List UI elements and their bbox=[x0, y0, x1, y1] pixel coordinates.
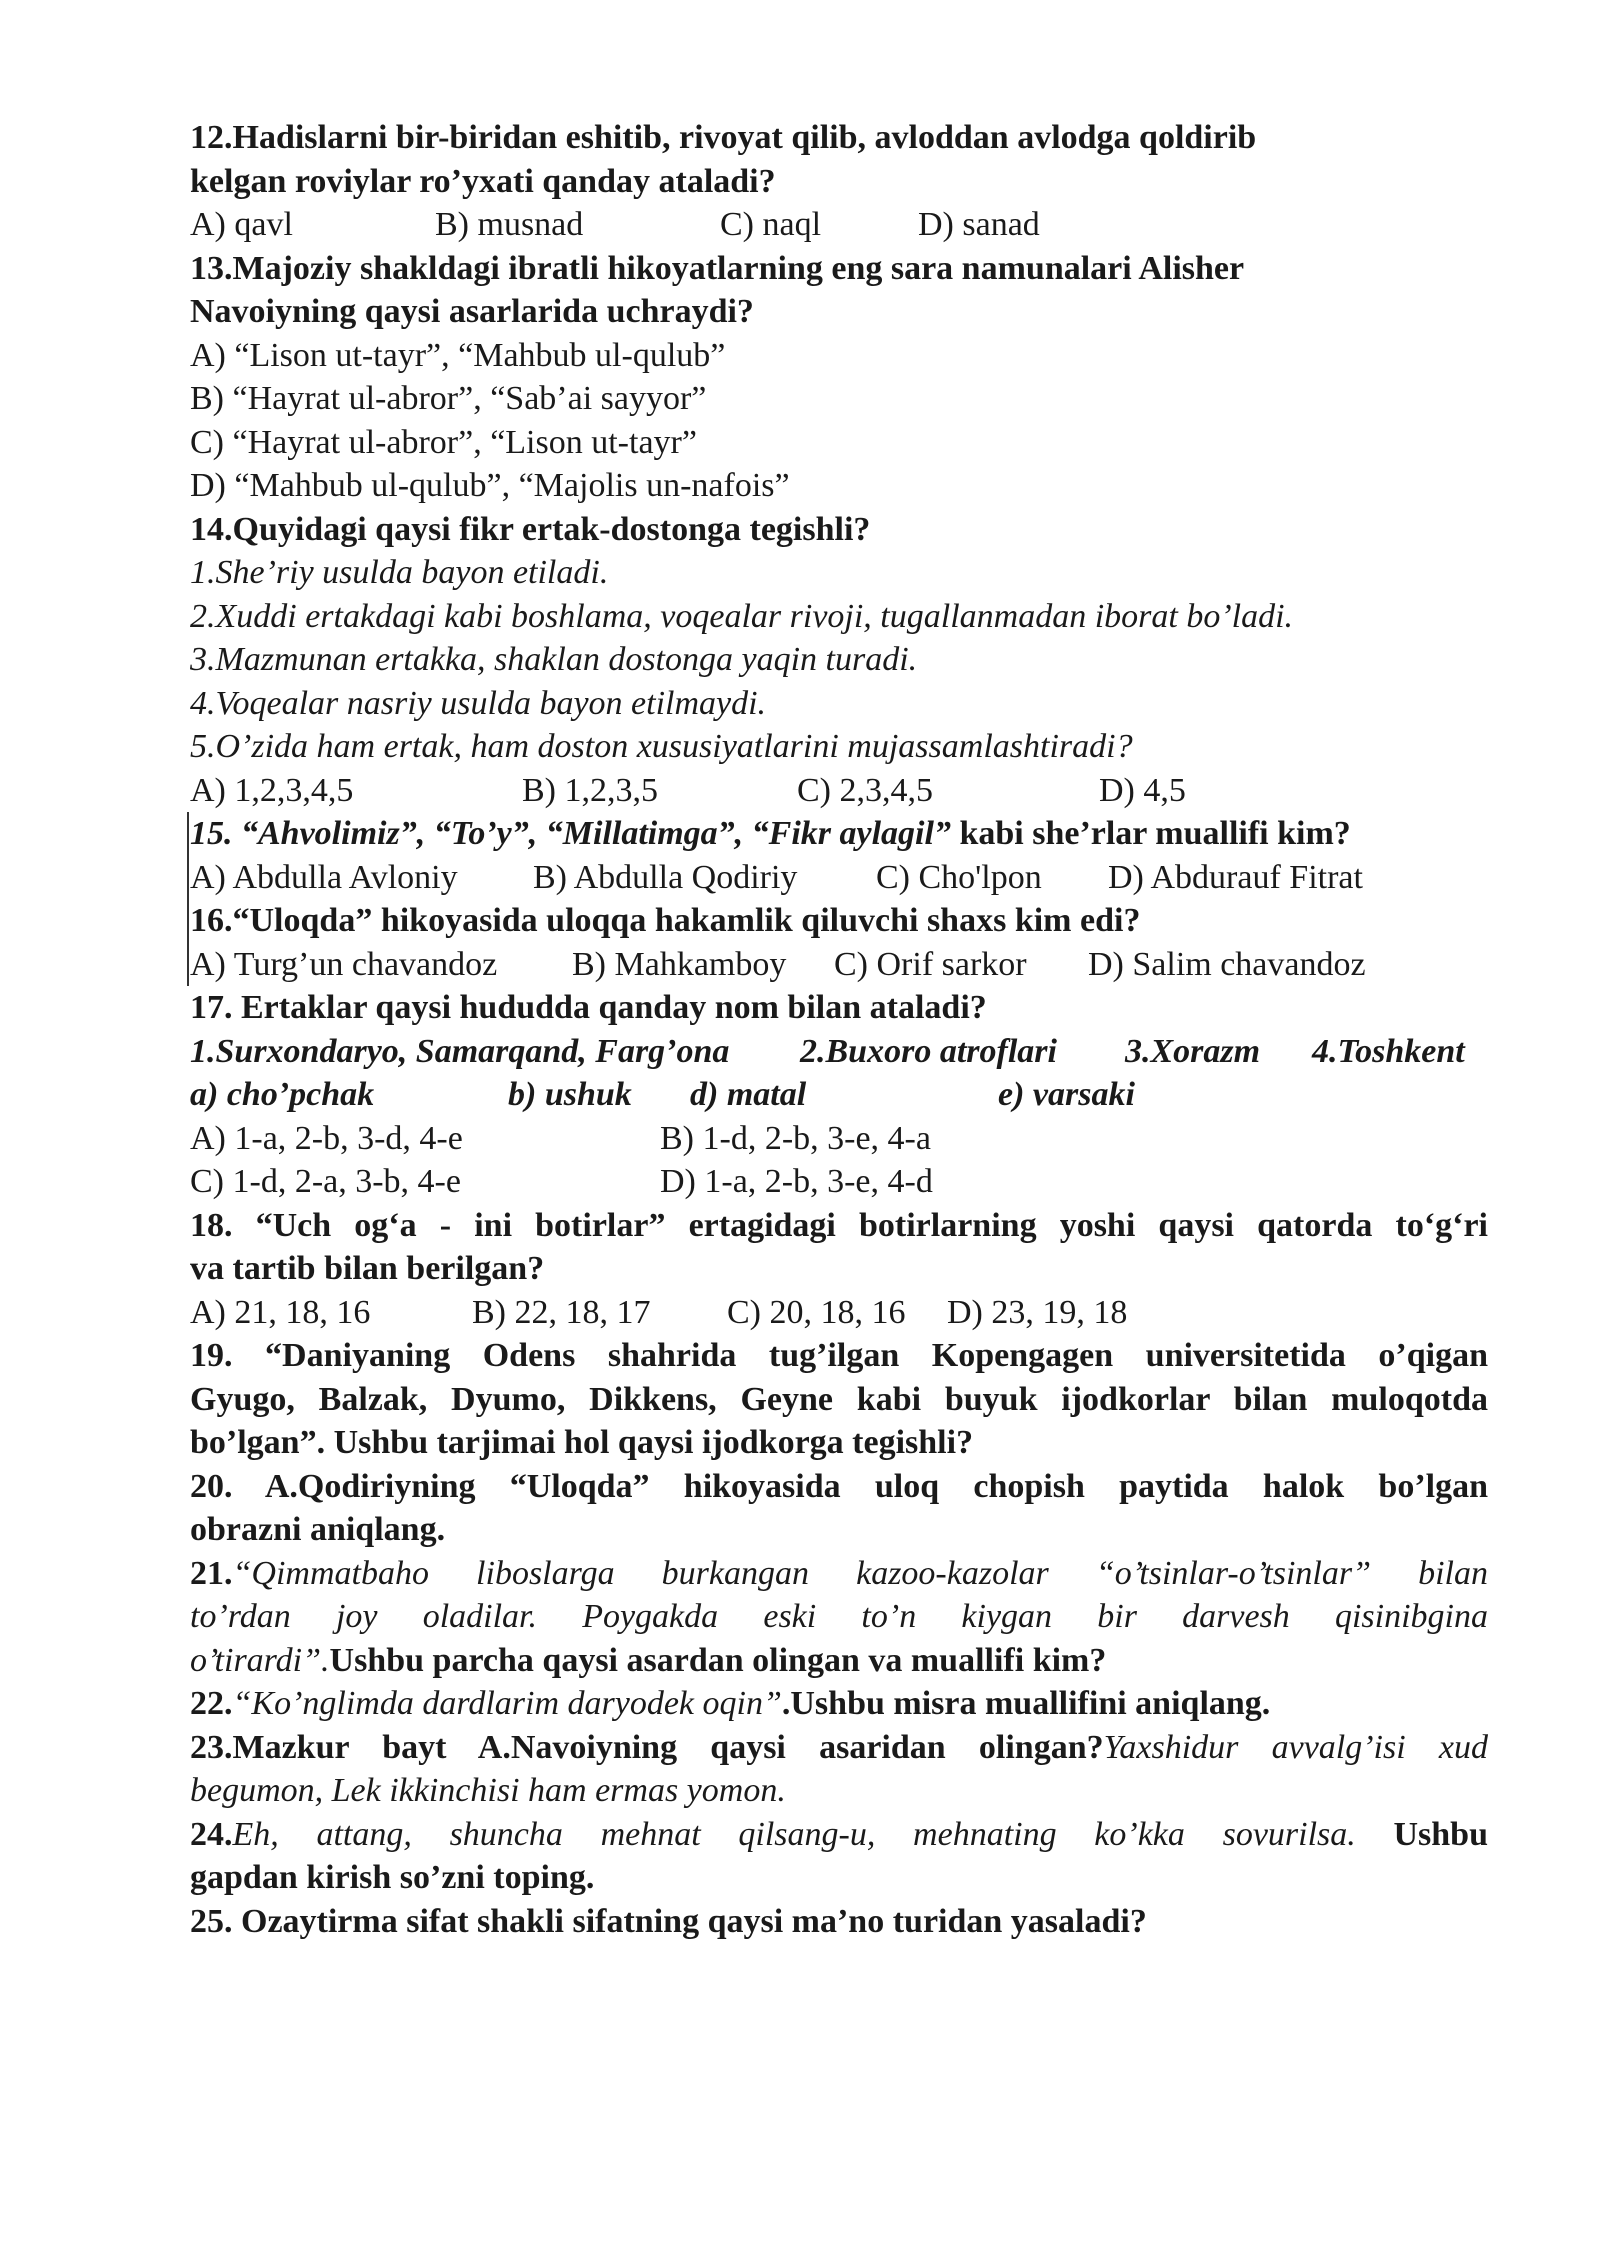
q21-quote-2: to’rdan joy oladilar. Poygakda eski to’n kiygan bir darvesh qisinibgina bbox=[190, 1598, 1488, 1635]
q18-line2: va tartib bilan berilgan? bbox=[190, 1250, 545, 1287]
q17-region-4: 4.Toshkent bbox=[1312, 1032, 1465, 1070]
q24-number: 24. bbox=[190, 1815, 233, 1853]
q13-option-a: A) “Lison ut-tayr”, “Mahbub ul-qulub” bbox=[190, 336, 726, 374]
q17-name-a: a) cho’pchak bbox=[190, 1076, 375, 1113]
q12-line2: kelgan roviylar ro’yxati qanday ataladi? bbox=[190, 162, 776, 200]
q15-options bbox=[187, 856, 1488, 900]
q19-line2: Gyugo, Balzak, Dyumo, Dikkens, Geyne kabi buyuk ijodkorlar bilan muloqotda bbox=[190, 1380, 1488, 1418]
q23-quote-2: begumon, Lek ikkinchisi ham ermas yomon. bbox=[190, 1772, 786, 1809]
q15-question bbox=[187, 812, 1488, 856]
q15-option-a: A) Abdulla Avloniy bbox=[190, 858, 458, 896]
q18-option-b: B) 22, 18, 17 bbox=[472, 1293, 651, 1331]
q14-statement-5: 5.O’zida ham ertak, ham doston xususiyatlarini mujassamlashtiradi? bbox=[190, 728, 1133, 765]
q24-line2: gapdan kirish so’zni toping. bbox=[190, 1859, 595, 1896]
q18-option-a: A) 21, 18, 16 bbox=[190, 1293, 371, 1331]
q17-option-b: B) 1-d, 2-b, 3-e, 4-a bbox=[660, 1119, 931, 1157]
q19-line3: bo’lgan”. Ushbu tarjimai hol qaysi ijodkorga tegishli? bbox=[190, 1424, 974, 1461]
q14-statement-3: 3.Mazmunan ertakka, shaklan dostonga yaqin turadi. bbox=[190, 641, 918, 678]
q23-quote-1: Yaxshidur avvalg’isi xud bbox=[1103, 1728, 1488, 1766]
q25-question: 25. Ozaytirma sifat shakli sifatning qaysi ma’no turidan yasaladi? bbox=[190, 1902, 1147, 1940]
q17-option-c: C) 1-d, 2-a, 3-b, 4-e bbox=[190, 1163, 461, 1200]
q22-question: .Ushbu misra muallifini aniqlang. bbox=[781, 1685, 1271, 1722]
q14-option-d: D) 4,5 bbox=[1099, 771, 1186, 809]
q17-names bbox=[190, 1073, 1488, 1117]
q13-option-b: B) “Hayrat ul-abror”, “Sab’ai sayyor” bbox=[190, 380, 707, 417]
q24-question-start: Ushbu bbox=[1355, 1815, 1488, 1853]
q12-line1: 12.Hadislarni bir-biridan eshitib, rivoyat qilib, avloddan avlodga qoldirib bbox=[190, 119, 1257, 156]
q21-line1 bbox=[190, 1552, 1488, 1596]
q24-quote: Eh, attang, shuncha mehnat qilsang-u, mehnating ko’kka sovurilsa. bbox=[232, 1815, 1356, 1853]
q21-quote-1: “Qimmatbaho liboslarga burkangan kazoo-kazolar “o’tsinlar-o’tsinlar” bilan bbox=[232, 1554, 1488, 1592]
q18-option-d: D) 23, 19, 18 bbox=[947, 1293, 1128, 1331]
q14-option-a: A) 1,2,3,4,5 bbox=[190, 771, 354, 809]
q22-line bbox=[190, 1682, 1488, 1726]
q16-options bbox=[187, 943, 1488, 987]
q14-option-c: C) 2,3,4,5 bbox=[797, 771, 933, 809]
q17-name-d: d) matal bbox=[690, 1076, 807, 1113]
q16-question: 16.“Uloqda” hikoyasida uloqqa hakamlik qiluvchi shaxs kim edi? bbox=[187, 899, 1488, 943]
q22-number: 22. bbox=[190, 1685, 233, 1722]
q17-options-row2 bbox=[190, 1160, 1488, 1204]
q20-line2: obrazni aniqlang. bbox=[190, 1511, 446, 1548]
q14-statement-4: 4.Voqealar nasriy usulda bayon etilmaydi. bbox=[190, 684, 767, 722]
q16-option-a: A) Turg’un chavandoz bbox=[190, 945, 498, 983]
q17-name-e: e) varsaki bbox=[998, 1076, 1135, 1113]
q13-option-d: D) “Mahbub ul-qulub”, “Majolis un-nafois” bbox=[190, 467, 790, 504]
q12-option-b: B) musnad bbox=[435, 206, 584, 243]
q17-option-a: A) 1-a, 2-b, 3-d, 4-e bbox=[190, 1119, 463, 1157]
q19-line1: 19. “Daniyaning Odens shahrida tug’ilgan Kopengagen universitetida o’qigan bbox=[190, 1337, 1488, 1374]
q21-question: Ushbu parcha qaysi asardan olingan va muallifi kim? bbox=[329, 1641, 1107, 1679]
q12-option-c: C) naql bbox=[720, 206, 822, 243]
q17-regions bbox=[190, 1030, 1488, 1074]
q18-line1: 18. “Uch og‘a - ini botirlar” ertagidagi botirlarning yoshi qaysi qatorda to‘g‘ri bbox=[190, 1206, 1488, 1244]
q15-lead: 15. “Ahvolimiz”, “To’y”, “Millatimga”, “Fikr aylagil” bbox=[190, 815, 951, 852]
q14-statement-1: 1.She’riy usulda bayon etiladi. bbox=[190, 554, 609, 591]
q14-option-b: B) 1,2,3,5 bbox=[522, 771, 658, 809]
q16-option-b: B) Mahkamboy bbox=[572, 945, 787, 983]
q21-number: 21. bbox=[190, 1554, 233, 1592]
q21-quote-3: o’tirardi”. bbox=[190, 1641, 330, 1679]
q17-options-row1 bbox=[190, 1117, 1488, 1161]
q12-option-d: D) sanad bbox=[918, 206, 1040, 243]
q14-question: 14.Quyidagi qaysi fikr ertak-dostonga tegishli? bbox=[190, 510, 871, 548]
q17-name-b: b) ushuk bbox=[508, 1076, 632, 1113]
q24-line1 bbox=[190, 1813, 1488, 1857]
q16-option-d: D) Salim chavandoz bbox=[1088, 945, 1366, 983]
q14-options bbox=[190, 769, 1488, 813]
q15-option-b: B) Abdulla Qodiriy bbox=[533, 858, 798, 896]
q17-option-d: D) 1-a, 2-b, 3-e, 4-d bbox=[660, 1163, 933, 1200]
q14-statement-2: 2.Xuddi ertakdagi kabi boshlama, voqealar rivoji, tugallanmadan iborat bo’ladi. bbox=[190, 597, 1294, 635]
q21-line3 bbox=[190, 1639, 1488, 1683]
q12-options bbox=[190, 203, 1488, 247]
q22-quote: “Ko’nglimda dardlarim daryodek oqin” bbox=[232, 1685, 782, 1722]
q18-option-c: C) 20, 18, 16 bbox=[727, 1293, 906, 1331]
q15-option-d: D) Abdurauf Fitrat bbox=[1108, 858, 1363, 896]
q17-region-2: 2.Buxoro atroflari bbox=[800, 1032, 1057, 1070]
q17-question: 17. Ertaklar qaysi hududda qanday nom bilan ataladi? bbox=[190, 989, 987, 1026]
q20-line1: 20. A.Qodiriyning “Uloqda” hikoyasida uloq chopish paytida halok bo’lgan bbox=[190, 1467, 1488, 1505]
q17-region-1: 1.Surxondaryo, Samarqand, Farg’ona bbox=[190, 1032, 730, 1070]
q13-line1: 13.Majoziy shakldagi ibratli hikoyatlarning eng sara namunalari Alisher bbox=[190, 249, 1245, 287]
q13-line2: Navoiyning qaysi asarlarida uchraydi? bbox=[190, 293, 754, 330]
q18-options bbox=[190, 1291, 1488, 1335]
q23-question: 23.Mazkur bayt A.Navoiyning qaysi asaridan olingan? bbox=[190, 1728, 1104, 1766]
q13-option-c: C) “Hayrat ul-abror”, “Lison ut-tayr” bbox=[190, 423, 697, 461]
q16-option-c: C) Orif sarkor bbox=[834, 945, 1027, 983]
q15-option-c: C) Cho'lpon bbox=[876, 858, 1042, 896]
q12-option-a: A) qavl bbox=[190, 206, 293, 243]
q17-region-3: 3.Xorazm bbox=[1125, 1032, 1261, 1070]
q15-tail: kabi she’rlar muallifi kim? bbox=[950, 815, 1351, 852]
q23-line1 bbox=[190, 1726, 1488, 1770]
question-list bbox=[190, 116, 1488, 1943]
